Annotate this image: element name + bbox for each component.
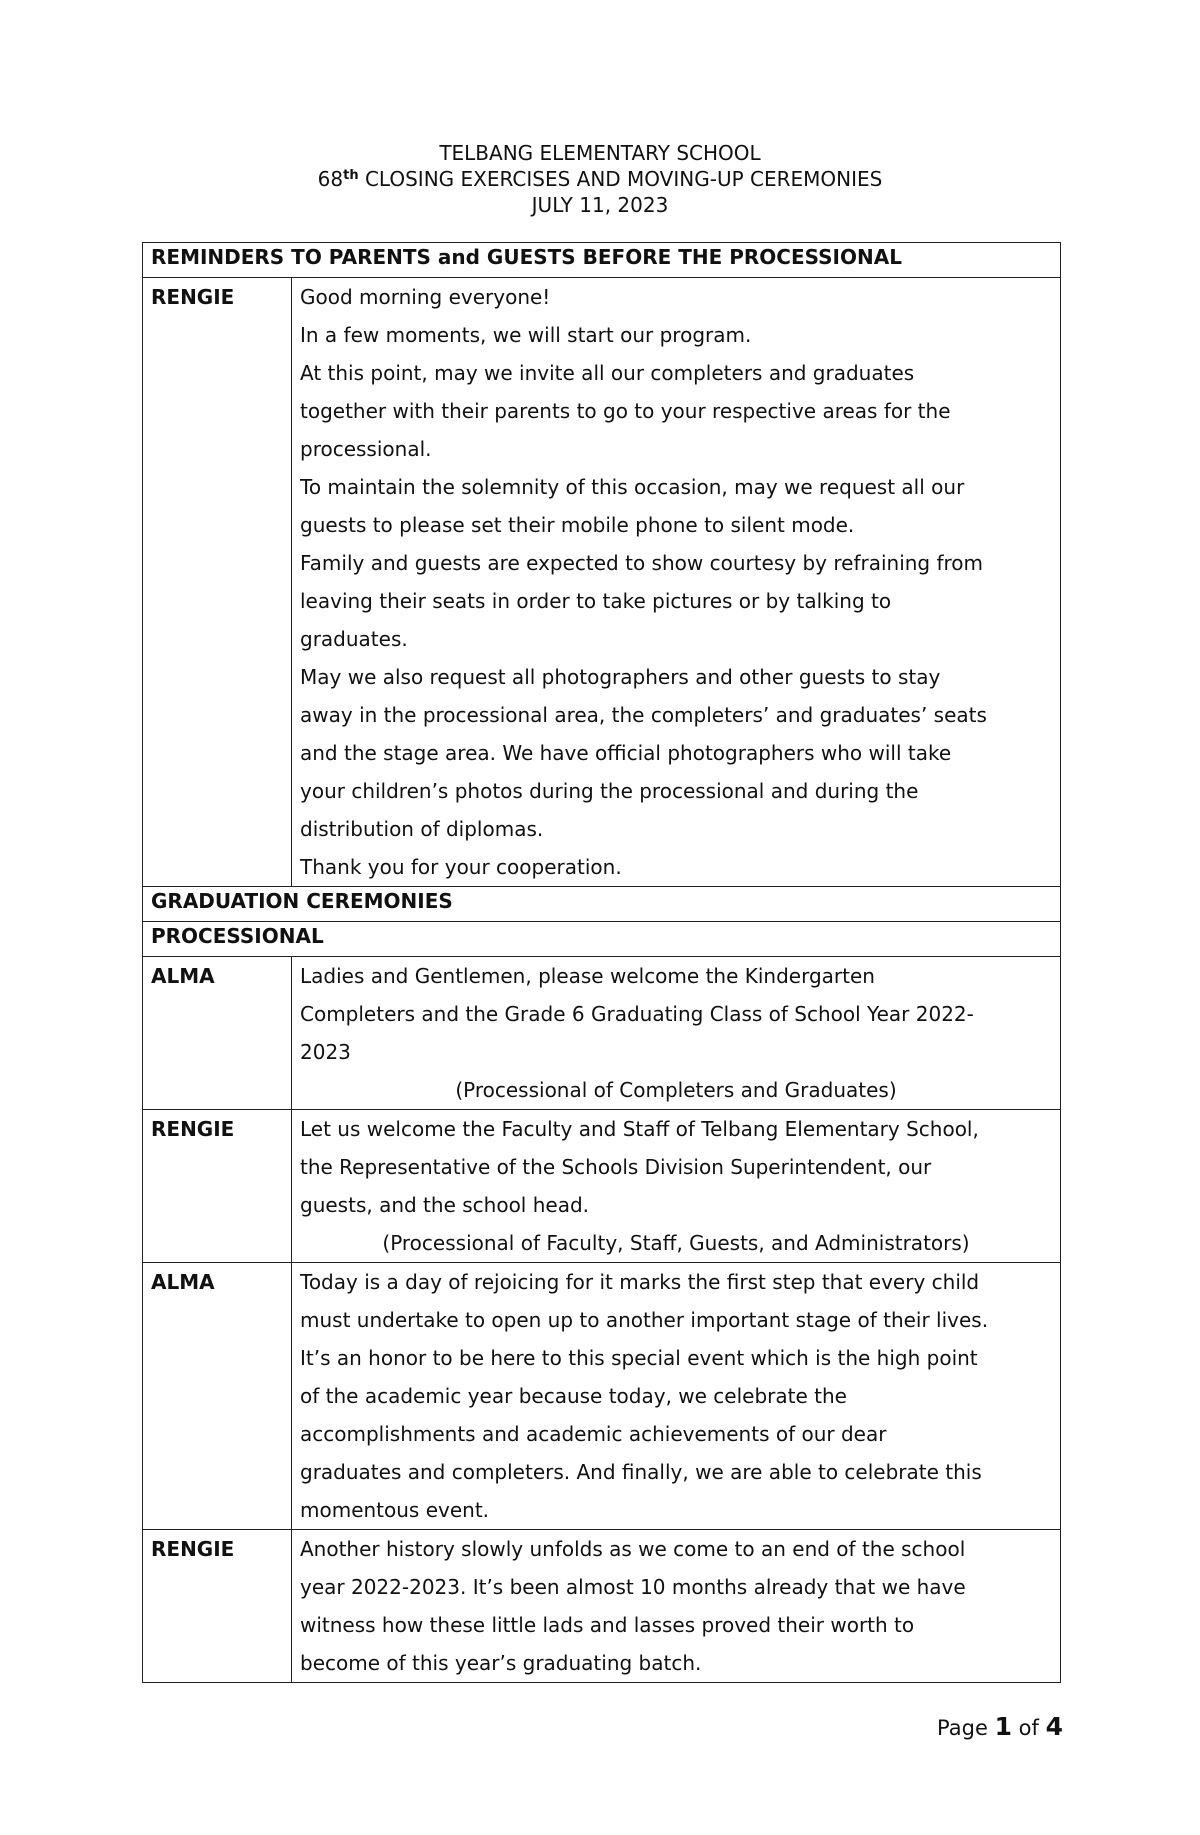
speaker-name: ALMA: [143, 1263, 292, 1530]
script-line: and the stage area. We have official photographers who will take: [300, 741, 952, 765]
of-label: of: [1018, 1716, 1039, 1740]
event-number-suffix: th: [343, 168, 359, 183]
processional-heading-row: [143, 922, 1061, 957]
script-line: To maintain the solemnity of this occasion, may we request all our: [300, 475, 965, 499]
script-line: At this point, may we invite all our completers and graduates: [300, 361, 915, 385]
speaker-name: RENGIE: [143, 278, 292, 887]
script-line: graduates.: [300, 627, 408, 651]
script-line: year 2022-2023. It’s been almost 10 months already that we have: [300, 1575, 966, 1599]
script-line: become of this year’s graduating batch.: [300, 1651, 702, 1675]
script-line: processional.: [300, 437, 432, 461]
script-line: Family and guests are expected to show courtesy by refraining from: [300, 551, 984, 575]
script-text: [292, 1530, 1061, 1683]
total-pages: 4: [1045, 1712, 1063, 1741]
script-line: It’s an honor to be here to this special event which is the high point: [300, 1346, 978, 1370]
event-date: JULY 11, 2023: [531, 193, 669, 217]
event-title: CLOSING EXERCISES AND MOVING-UP CEREMONIES: [364, 167, 883, 191]
script-line: Another history slowly unfolds as we come to an end of the school: [300, 1537, 966, 1561]
script-text: [292, 278, 1061, 887]
page-label: Page: [937, 1716, 988, 1740]
stage-direction: (Processional of Completers and Graduates): [455, 1078, 897, 1102]
script-row-5: [143, 1530, 1061, 1683]
script-line: momentous event.: [300, 1498, 490, 1522]
script-row-4: [143, 1263, 1061, 1530]
script-line: away in the processional area, the completers’ and graduates’ seats: [300, 703, 987, 727]
stage-direction: (Processional of Faculty, Staff, Guests, and Administrators): [382, 1231, 970, 1255]
script-line: Thank you for your cooperation.: [300, 855, 622, 879]
script-line: Good morning everyone!: [300, 285, 551, 309]
processional-heading: PROCESSIONAL: [143, 922, 1061, 957]
reminders-heading-row: [143, 243, 1061, 278]
school-name: TELBANG ELEMENTARY SCHOOL: [439, 141, 761, 165]
script-line: graduates and completers. And finally, we are able to celebrate this: [300, 1460, 982, 1484]
script-line: Ladies and Gentlemen, please welcome the Kindergarten: [300, 964, 875, 988]
script-line: together with their parents to go to your respective areas for the: [300, 399, 951, 423]
script-line: Completers and the Grade 6 Graduating Class of School Year 2022-: [300, 1002, 974, 1026]
script-line: witness how these little lads and lasses proved their worth to: [300, 1613, 915, 1637]
script-line: of the academic year because today, we celebrate the: [300, 1384, 847, 1408]
script-line: guests to please set their mobile phone to silent mode.: [300, 513, 855, 537]
script-line: In a few moments, we will start our program.: [300, 323, 752, 347]
speaker-name: RENGIE: [143, 1110, 292, 1263]
speaker-name: ALMA: [143, 957, 292, 1110]
script-line: May we also request all photographers and other guests to stay: [300, 665, 941, 689]
script-text: [292, 1263, 1061, 1530]
script-line: guests, and the school head.: [300, 1193, 590, 1217]
script-line: Let us welcome the Faculty and Staff of Telbang Elementary School,: [300, 1117, 979, 1141]
script-row-2: [143, 957, 1061, 1110]
script-line: your children’s photos during the processional and during the: [300, 779, 919, 803]
current-page: 1: [994, 1712, 1012, 1741]
speaker-name: RENGIE: [143, 1530, 292, 1683]
script-row-3: [143, 1110, 1061, 1263]
event-number: 68: [317, 167, 344, 191]
graduation-heading-row: [143, 887, 1061, 922]
document-header: [0, 140, 1200, 218]
reminders-heading: REMINDERS TO PARENTS and GUESTS BEFORE THE PROCESSIONAL: [143, 243, 1061, 278]
page-number: [937, 1712, 1063, 1741]
script-text: [292, 957, 1061, 1110]
script-line: accomplishments and academic achievements of our dear: [300, 1422, 887, 1446]
program-table: [142, 242, 1061, 1683]
graduation-heading: GRADUATION CEREMONIES: [143, 887, 1061, 922]
script-line: must undertake to open up to another important stage of their lives.: [300, 1308, 989, 1332]
script-line: 2023: [300, 1040, 351, 1064]
script-row-1: [143, 278, 1061, 887]
script-line: distribution of diplomas.: [300, 817, 544, 841]
script-line: Today is a day of rejoicing for it marks the first step that every child: [300, 1270, 980, 1294]
event-title-line: [0, 166, 1200, 192]
script-line: leaving their seats in order to take pictures or by talking to: [300, 589, 892, 613]
script-text: [292, 1110, 1061, 1263]
script-line: the Representative of the Schools Division Superintendent, our: [300, 1155, 932, 1179]
